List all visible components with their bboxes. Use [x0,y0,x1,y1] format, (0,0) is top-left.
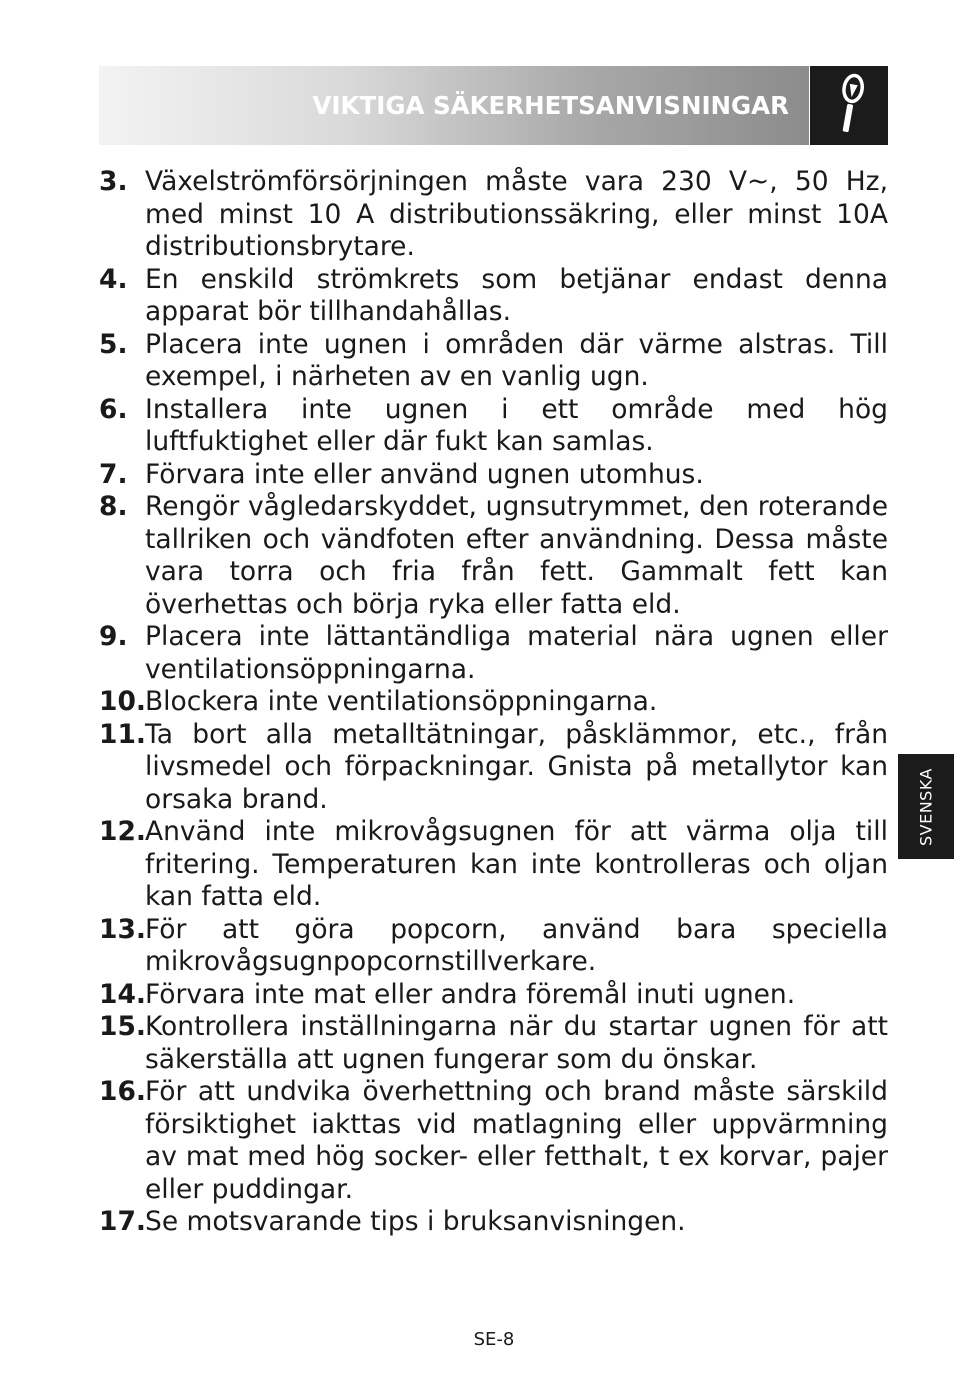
list-item-text: Förvara inte eller använd ugnen utomhus. [145,458,704,490]
list-item-number: 4. [99,263,128,295]
list-item-number: 17. [99,1206,146,1237]
list-item-number: 5. [99,328,128,360]
list-item [99,1011,888,1076]
list-item-text: Kontrollera inställningarna när du startar ugnen för att säkerställa att ugnen fungerar som du önskar. [145,1011,888,1075]
list-item [99,329,888,394]
list-item-number: 10. [99,686,146,717]
warning-icon-box [810,66,888,145]
list-item [99,264,888,329]
list-item-number: 8. [99,491,128,522]
list-item-number: 13. [99,913,146,945]
list-item-text: Använd inte mikrovågsugnen för att värma olja till fritering. Temperaturen kan inte kontrolleras och oljan kan fatta eld. [145,816,888,912]
language-tab [898,754,954,859]
list-item-text: Förvara inte mat eller andra föremål inuti ugnen. [145,978,796,1010]
list-item-number: 12. [99,816,146,847]
list-item [99,1076,888,1206]
list-item-text: Placera inte lättantändliga material nära ugnen eller ventilationsöppningarna. [145,621,888,685]
list-item-text: Ta bort alla metalltätningar, påsklämmor, etc., från livsmedel och förpackningar. Gnista på metallytor kan orsaka brand. [145,718,888,815]
list-item-number: 9. [99,621,128,652]
list-item [99,816,888,914]
safety-instructions-list [99,166,888,1239]
language-tab-label: SVENSKA [916,767,936,846]
list-item-text: För att göra popcorn, använd bara speciella mikrovågsugnpopcornstillverkare. [145,913,888,977]
list-item-text: Installera inte ugnen i ett område med hög luftfuktighet eller där fukt kan samlas. [145,393,888,457]
list-item [99,491,888,621]
list-item-text: För att undvika överhettning och brand måste särskild försiktighet iakttas vid matlagning eller uppvärmning av mat med hög socker- eller fetthalt, t ex korvar, pajer eller puddingar. [145,1076,888,1205]
list-item-text: Växelströmförsörjningen måste vara 230 V~, 50 Hz, med minst 10 A distributionssäkring, eller minst 10A distributionsbrytare. [145,166,888,262]
list-item-number: 14. [99,978,146,1010]
list-item-number: 15. [99,1011,146,1042]
list-item [99,1206,888,1239]
list-item [99,914,888,979]
list-item [99,166,888,264]
warning-exclamation-icon [810,66,888,145]
list-item-number: 6. [99,393,128,425]
list-item [99,621,888,686]
list-item-text: Blockera inte ventilationsöppningarna. [145,686,658,717]
list-item-text: Se motsvarande tips i bruksanvisningen. [145,1206,686,1237]
list-item [99,719,888,817]
list-item [99,394,888,459]
list-item [99,686,888,719]
list-item-number: 16. [99,1076,146,1107]
list-item-text: Placera inte ugnen i områden där värme alstras. Till exempel, i närheten av en vanlig ugn. [145,328,888,392]
list-item-text: Rengör vågledarskyddet, ugnsutrymmet, den roterande tallriken och vändfoten efter användning. Dessa måste vara torra och fria från fett. Gammalt fett kan överhettas och börja ryka eller fatta eld. [145,491,888,620]
list-item-number: 11. [99,718,146,750]
list-item-number: 7. [99,458,128,490]
list-item-text: En enskild strömkrets som betjänar endast denna apparat bör tillhandahållas. [145,263,888,327]
list-item [99,459,888,492]
section-header-bar [99,66,809,145]
list-item-number: 3. [99,166,128,197]
section-title: VIKTIGA SÄKERHETSANVISNINGAR [312,91,789,120]
page-number: SE-8 [473,1329,515,1350]
list-item [99,979,888,1012]
